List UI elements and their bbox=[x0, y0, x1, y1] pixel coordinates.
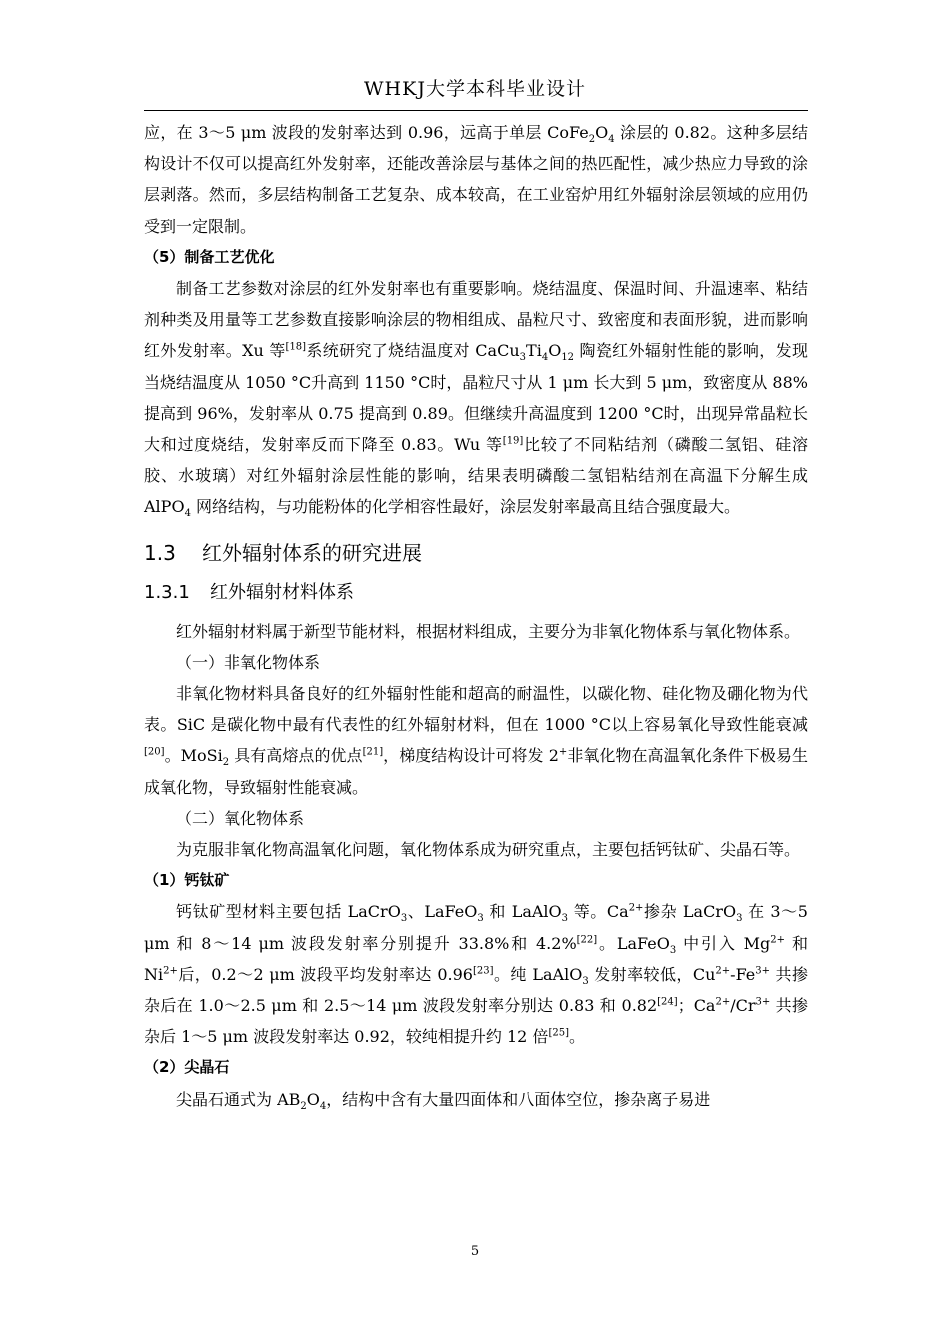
paragraph-perovskite: 钙钛矿型材料主要包括 LaCrO$_3$、LaFeO$_3$ 和 LaAlO$_3$ 等。$Ca^{2+}$掺杂 LaCrO$_3$ 在 3～5 μm 和 8～14 μm 波段发射率分别提升 33.8%和 4.2%[22]。LaFeO$_3$ 中引入 $Mg^{2+}$ 和 $Ni^{2+}$后，0.2～2 μm 波段平均发射率达 0.96[23]。纯 LaAlO$_3$ 发射率较低，$Cu^{2+}-Fe^{3+}$ 共掺杂后在 1.0～2.5 μm 和 2.5～14 μm 波段发射率分别达 0.83 和 0.82[24]；$Ca^{2+}/Cr^{3+}$ 共掺杂后 1～5 μm 波段发射率达 0.92，较纯相提升约 12 倍[25]。 bbox=[144, 902, 808, 1047]
header-rule bbox=[144, 110, 808, 111]
subheading-oxide: （二）氧化物体系 bbox=[176, 808, 305, 828]
document-body bbox=[144, 117, 808, 1115]
citation-25: [25] bbox=[548, 1027, 569, 1039]
paragraph-spinel: 尖晶石通式为 $AB_2O_4$，结构中含有大量四面体和八面体空位，掺杂离子易进 bbox=[176, 1089, 711, 1112]
section-heading-1-3: 1.3 红外辐射体系的研究进展 bbox=[144, 540, 422, 565]
paragraph-oxide-intro: 为克服非氧化物高温氧化问题，氧化物体系成为研究重点，主要包括钙钛矿、尖晶石等。 bbox=[176, 840, 801, 860]
citation-18: [18] bbox=[285, 342, 307, 354]
citation-21: [21] bbox=[362, 747, 384, 759]
section-heading-1-3-1: 1.3.1 红外辐射材料体系 bbox=[144, 581, 354, 603]
citation-24: [24] bbox=[657, 996, 678, 1008]
page-header-title: WHKJ大学本科毕业设计 bbox=[364, 78, 586, 100]
citation-20: [20] bbox=[144, 747, 165, 759]
citation-22: [22] bbox=[576, 934, 598, 946]
subheading-non-oxide: （一）非氧化物体系 bbox=[176, 652, 321, 672]
heading-perovskite: （1）钙钛矿 bbox=[144, 871, 230, 890]
heading-process-optimization: （5）制备工艺优化 bbox=[144, 247, 275, 266]
paragraph-non-oxide: 非氧化物材料具备良好的红外辐射性能和超高的耐温性，以碳化物、硅化物及硼化物为代表。SiC 是碳化物中最有代表性的红外辐射材料，但在 1000 °C以上容易氧化导致性能衰减[20]。MoSi$_2$ 具有高熔点的优点[21]，梯度结构设计可将发 2+非氧化物在高温氧化条件下极易生成氧化物，导致辐射性能衰减。 bbox=[144, 684, 808, 797]
page-number: 5 bbox=[470, 1244, 480, 1259]
paragraph-material-intro: 红外辐射材料属于新型节能材料，根据材料组成，主要分为非氧化物体系与氧化物体系。 bbox=[176, 621, 801, 641]
paragraph-multilayer: 应，在 3～5 μm 波段的发射率达到 0.96，远高于单层 $CoFe_2O_4$ 涂层的 0.82。这种多层结构设计不仅可以提高红外发射率，还能改善涂层与基体之间的热匹配性，减少热应力导致的涂层剥落。然而，多层结构制备工艺复杂、成本较高，在工业窑炉用红外辐射涂层领域的应用仍受到一定限制。 bbox=[144, 123, 808, 236]
citation-23: [23] bbox=[472, 965, 494, 977]
citation-19: [19] bbox=[502, 435, 524, 447]
heading-spinel: （2）尖晶石 bbox=[144, 1058, 230, 1077]
paragraph-process: 制备工艺参数对涂层的红外发射率也有重要影响。烧结温度、保温时间、升温速率、粘结剂种类及用量等工艺参数直接影响涂层的物相组成、晶粒尺寸、致密度和表面形貌，进而影响红外发射率。Xu 等[18]系统研究了烧结温度对 $CaCu_3Ti_4O_{12}$ 陶瓷红外辐射性能的影响，发现当烧结温度从 1050 °C升高到 1150 °C时，晶粒尺寸从 1 μm 长大到 5 μm，致密度从 88%提高到 96%，发射率从 0.75 提高到 0.89。但继续升高温度到 1200 °C时，出现异常晶粒长大和过度烧结，发射率反而下降至 0.83。Wu 等[19]比较了不同粘结剂（磷酸二氢铝、硅溶胶、水玻璃）对红外辐射涂层性能的影响，结果表明磷酸二氢铝粘结剂在高温下分解生成 AlPO$_4$ 网络结构，与功能粉体的化学相容性最好，涂层发射率最高且结合强度最大。 bbox=[144, 279, 808, 520]
